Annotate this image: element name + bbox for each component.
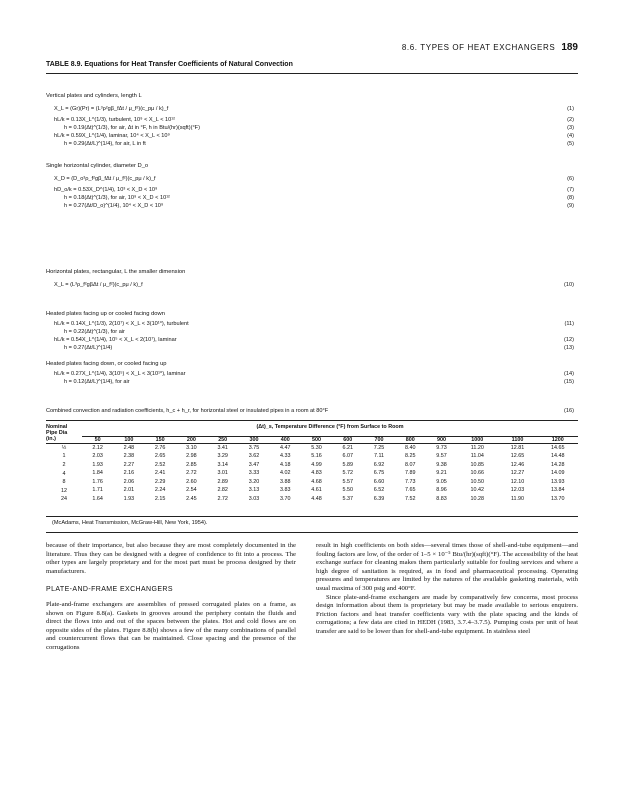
value-cell: 13.93 <box>551 478 565 485</box>
value-cell: 2.98 <box>186 453 197 460</box>
value-cell: 2.38 <box>123 453 135 460</box>
equation-line <box>46 132 578 140</box>
value-cell: 10.50 <box>470 478 485 485</box>
equation-expression: h = 0.22(Δt)^(1/3), for air <box>64 329 125 335</box>
value-cell: 8.25 <box>405 453 416 460</box>
table-row <box>46 486 578 495</box>
equation-expression: h = 0.29(Δt/L)^(1/4), for air, L in ft <box>64 141 146 147</box>
equation-expression: h = 0.12(Δt/L)^(1/4), for air <box>64 379 130 385</box>
value-cell: 9.21 <box>436 470 447 477</box>
equation-line <box>46 124 578 132</box>
pipe-diameter-cell: 2 <box>62 461 66 468</box>
value-cell: 7.89 <box>405 470 416 477</box>
header-inches: (in.) <box>46 436 56 443</box>
column-header: 300 <box>249 436 259 443</box>
pipe-diameter-cell: 1 <box>62 453 66 460</box>
value-cell: 3.10 <box>186 444 197 451</box>
value-cell: 3.14 <box>217 461 228 468</box>
equation-line <box>46 116 578 124</box>
equation-line <box>46 378 578 386</box>
value-cell: 2.03 <box>92 453 103 460</box>
value-cell: 2.16 <box>123 470 135 477</box>
equation-expression: X_D = (D_o³ρ_f²gβ_fΔt / μ_f²)(c_pμ / k)_f <box>54 176 156 182</box>
column-header: 800 <box>405 436 415 443</box>
equation-number: (8) <box>567 195 574 201</box>
value-cell: 6.52 <box>373 487 385 494</box>
equation-number: (15) <box>564 379 574 385</box>
value-cell: 14.65 <box>551 444 565 451</box>
table-row <box>46 461 578 470</box>
right-paragraph-1: result in high coefficients on both sides—several times those of shell-and-tube equipment—and fouling factors are low, of the order of 1–5 × 10⁻⁵ Btu/(hr)(sqft)(°F). The accessibility of the heat exchange surface for cleaning makes them particularly suitable for fouling services and where a high degree of sanitation is required, as in food and pharmaceutical processing. Operating pressures and temperatures are limited by the natures of the available gasketing materials, with usual maxima of 300 psig and 400°F. <box>316 542 578 592</box>
value-cell: 10.85 <box>470 461 485 468</box>
pipe-diameter-cell: 8 <box>62 479 66 486</box>
header-pipe-dia: Pipe Dia <box>46 430 68 436</box>
pipe-diameter-cell: 24 <box>61 496 67 503</box>
running-header <box>402 42 578 53</box>
value-cell: 4.02 <box>279 470 291 477</box>
page-number: 189 <box>561 42 578 53</box>
value-cell: 12.81 <box>510 444 525 451</box>
equation-expression: hL/k = 0.54X_L^(1/4), 10⁵ < X_L < 2(10⁷), laminar <box>54 337 177 343</box>
equation-number: (11) <box>564 321 574 327</box>
right-paragraph-2: Since plate-and-frame exchangers are made by comparatively few concerns, most process design information about them is proprietary but may be made available to serious enquirers. Friction factors and heat transfer coefficients vary with the plate spacing and the kinds of corrugations; a few data are cited in HEDH (1983, 3.7.4–3.7.5). Pumping costs per unit of heat transfer are said to be lower than for shell-and-tube equipment. In stainless steel <box>316 593 578 635</box>
value-cell: 4.33 <box>279 453 291 460</box>
pipe-diameter-cell: 12 <box>61 487 67 494</box>
equation-number: (7) <box>567 187 574 193</box>
value-cell: 3.13 <box>248 487 260 494</box>
column-header: 200 <box>186 436 196 443</box>
value-cell: 12.46 <box>510 461 525 468</box>
value-cell: 1.84 <box>92 470 103 477</box>
equation-number: (4) <box>567 133 574 139</box>
equation-group-title: Single horizontal cylinder, diameter D_o <box>46 163 149 169</box>
value-cell: 1.93 <box>123 496 135 503</box>
value-cell: 1.71 <box>92 487 103 494</box>
value-cell: 7.65 <box>405 487 416 494</box>
value-cell: 7.52 <box>405 496 416 503</box>
pipe-diameter-cell: 4 <box>62 470 66 477</box>
value-cell: 2.54 <box>186 487 197 494</box>
value-cell: 3.88 <box>279 478 291 485</box>
value-cell: 7.11 <box>373 453 385 460</box>
equation-line <box>46 186 578 194</box>
equation-group-title: Vertical plates and cylinders, length L <box>46 93 142 99</box>
value-cell: 3.70 <box>279 496 291 503</box>
value-cell: 6.07 <box>342 453 353 460</box>
value-cell: 9.38 <box>436 461 447 468</box>
value-cell: 2.89 <box>217 478 228 485</box>
value-cell: 3.03 <box>248 496 260 503</box>
value-cell: 10.28 <box>470 496 485 503</box>
equation-expression: hL/k = 0.59X_L^(1/4), laminar, 10⁴ < X_L < 10⁹ <box>54 133 170 139</box>
value-cell: 4.61 <box>311 487 322 494</box>
top-rule <box>46 73 578 74</box>
value-cell: 2.06 <box>123 478 135 485</box>
value-cell: 1.93 <box>92 461 103 468</box>
value-cell: 5.30 <box>311 444 322 451</box>
column-header: 1000 <box>471 436 484 443</box>
table-source: (McAdams, Heat Transmission, McGraw-Hill, New York, 1954). <box>52 520 208 526</box>
equation-line <box>46 344 578 352</box>
value-cell: 8.83 <box>436 496 447 503</box>
equation-number: (6) <box>567 176 574 182</box>
value-cell: 3.75 <box>248 444 260 451</box>
value-cell: 4.99 <box>311 461 322 468</box>
value-cell: 3.20 <box>248 478 260 485</box>
column-header: 700 <box>374 436 384 443</box>
header-nominal: Nominal <box>46 424 68 430</box>
value-cell: 8.96 <box>436 487 447 494</box>
combined-text: Combined convection and radiation coefficients, h_c + h_r, for horizontal steel or insulated pipes in a room at 80°F <box>46 408 329 414</box>
value-cell: 2.15 <box>154 496 166 503</box>
equation-expression: hD_o/k = 0.53X_D^(1/4), 10³ < X_D < 10⁹ <box>54 187 158 193</box>
equation-number: (9) <box>567 203 574 209</box>
column-header: 1100 <box>511 436 524 443</box>
value-cell: 8.07 <box>405 461 416 468</box>
left-paragraph-2: Plate-and-frame exchangers are assemblies of pressed corrugated plates on a frame, as shown on Figure 8.8(a). Gaskets in grooves around the periphery contain the fluids and direct the flows into and out of the spaces between the plates. Hot and cold flows are on opposite sides of the plates. Figure 8.8(b) shows a few of the many combinations of parallel and countercurrent flows that can be maintained. Close spacing and the presence of the corrugations <box>46 600 296 651</box>
value-cell: 9.05 <box>436 478 447 485</box>
table-bottom-rule <box>46 516 578 517</box>
equation-expression: hL/k = 0.14X_L^(1/3), 2(10⁷) < X_L < 3(10¹⁰), turbulent <box>54 321 189 327</box>
value-cell: 12.10 <box>510 478 525 485</box>
value-cell: 5.16 <box>311 453 322 460</box>
value-cell: 10.66 <box>470 470 485 477</box>
table-row <box>46 443 578 452</box>
value-cell: 6.92 <box>373 461 385 468</box>
equation-expression: hL/k = 0.27X_L^(1/4), 3(10⁵) < X_L < 3(10¹⁰), laminar <box>54 371 186 377</box>
left-column <box>46 542 296 653</box>
value-cell: 2.45 <box>186 496 197 503</box>
equation-expression: X_L = (L³ρ_f²gβΔt / μ_f²)(c_pμ / k)_f <box>54 282 143 288</box>
value-cell: 9.57 <box>436 453 447 460</box>
value-cell: 7.73 <box>405 478 416 485</box>
value-cell: 11.20 <box>470 444 484 451</box>
value-cell: 3.62 <box>248 453 260 460</box>
value-cell: 2.60 <box>186 478 197 485</box>
value-cell: 5.72 <box>342 470 353 477</box>
equation-line <box>46 102 578 116</box>
value-cell: 2.29 <box>154 478 166 485</box>
table-row <box>46 495 578 504</box>
value-cell: 5.37 <box>342 496 353 503</box>
value-cell: 2.27 <box>123 461 135 468</box>
column-header: 900 <box>437 436 447 443</box>
value-cell: 2.72 <box>186 470 197 477</box>
equation-number: (14) <box>564 371 574 377</box>
column-header: 1200 <box>551 436 564 443</box>
column-header: 500 <box>311 436 321 443</box>
equation-number: (16) <box>564 408 574 414</box>
coefficient-table <box>46 424 578 504</box>
value-cell: 13.84 <box>551 487 565 494</box>
value-cell: 6.39 <box>373 496 385 503</box>
value-cell: 2.12 <box>92 444 103 451</box>
value-cell: 13.70 <box>551 496 565 503</box>
equation-number: (12) <box>564 337 574 343</box>
equation-line <box>46 194 578 202</box>
value-cell: 2.82 <box>217 487 228 494</box>
equation-group <box>46 268 578 292</box>
equation-number: (1) <box>567 106 574 112</box>
equation-line <box>46 336 578 344</box>
value-cell: 11.04 <box>470 453 484 460</box>
equation-expression: h = 0.27(Δt/D_o)^(1/4), 10⁴ < X_D < 10⁹ <box>64 203 164 209</box>
value-cell: 3.83 <box>279 487 291 494</box>
section-heading: PLATE-AND-FRAME EXCHANGERS <box>46 586 173 594</box>
equation-line <box>46 370 578 378</box>
equation-expression: hL/k = 0.13X_L^(1/3), turbulent, 10⁹ < X_L < 10¹² <box>54 117 175 123</box>
equation-group-title: Heated plates facing up or cooled facing down <box>46 311 165 317</box>
value-cell: 14.48 <box>551 453 565 460</box>
equation-number: (3) <box>567 125 574 131</box>
value-cell: 3.33 <box>248 470 260 477</box>
equation-expression: h = 0.27(Δt/L)^(1/4) <box>64 345 113 351</box>
value-cell: 11.90 <box>510 496 525 503</box>
equation-group <box>46 162 578 210</box>
value-cell: 6.21 <box>342 444 353 451</box>
column-header: 50 <box>94 436 101 443</box>
value-cell: 5.89 <box>342 461 353 468</box>
value-cell: 1.64 <box>92 496 103 503</box>
equation-line <box>46 278 578 292</box>
equation-line <box>46 140 578 148</box>
table-end-rule <box>46 532 578 533</box>
table-row <box>46 452 578 461</box>
equation-number: (2) <box>567 117 574 123</box>
pipe-diameter-cell: ½ <box>61 444 67 451</box>
value-cell: 7.25 <box>373 444 385 451</box>
equation-group-title: Horizontal plates, rectangular, L the smaller dimension <box>46 269 186 275</box>
table-title: TABLE 8.9. Equations for Heat Transfer Coefficients of Natural Convection <box>46 61 293 68</box>
table-row <box>46 478 578 487</box>
equation-line <box>46 172 578 186</box>
column-header: 100 <box>124 436 134 443</box>
value-cell: 4.48 <box>311 496 322 503</box>
equation-number: (5) <box>567 141 574 147</box>
equation-group <box>46 92 578 148</box>
header-span: (Δt)_s, Temperature Difference (°F) from Surface to Room <box>256 424 404 430</box>
value-cell: 2.52 <box>154 461 166 468</box>
column-header: 400 <box>280 436 290 443</box>
equation-number: (10) <box>564 282 574 288</box>
equation-number: (13) <box>564 345 574 351</box>
equation-expression: h = 0.19(Δt)^(1/3), for air, Δt in °F, h in Btu/(hr)(sqft)(°F) <box>64 125 200 131</box>
equation-line <box>46 202 578 210</box>
value-cell: 9.73 <box>436 444 447 451</box>
equation-line <box>46 328 578 336</box>
section-title: 8.6. TYPES OF HEAT EXCHANGERS <box>401 43 556 52</box>
value-cell: 2.76 <box>154 444 166 451</box>
value-cell: 4.68 <box>311 478 322 485</box>
value-cell: 2.85 <box>186 461 197 468</box>
value-cell: 4.83 <box>311 470 322 477</box>
value-cell: 8.40 <box>405 444 416 451</box>
value-cell: 4.47 <box>279 444 291 451</box>
equation-expression: X_L = (Gr)(Pr) = (L³ρ²gβ_fΔt / μ_f²)(c_pμ / k)_f <box>54 106 169 112</box>
value-cell: 12.03 <box>510 487 525 494</box>
table-top-rule <box>46 420 578 421</box>
table-row <box>46 469 578 478</box>
left-paragraph-1: because of their importance, but also because they are most completely documented in the literature. Thus they can be designed with a degree of confidence to fit into a process. The other types are largely proprietary and for the most part must be process designed by their manufacturers. <box>46 542 296 575</box>
value-cell: 2.24 <box>154 487 166 494</box>
value-cell: 12.65 <box>510 453 525 460</box>
value-cell: 2.72 <box>217 496 228 503</box>
column-header: 150 <box>155 436 165 443</box>
value-cell: 2.01 <box>123 487 135 494</box>
value-cell: 3.29 <box>217 453 228 460</box>
value-cell: 2.65 <box>154 453 166 460</box>
value-cell: 14.28 <box>551 461 565 468</box>
value-cell: 6.60 <box>373 478 385 485</box>
equation-group <box>46 360 578 386</box>
value-cell: 12.27 <box>510 470 525 477</box>
value-cell: 5.57 <box>342 478 353 485</box>
value-cell: 1.76 <box>92 478 103 485</box>
value-cell: 3.47 <box>248 461 260 468</box>
equation-line <box>46 320 578 328</box>
column-header: 600 <box>343 436 353 443</box>
value-cell: 10.42 <box>470 487 485 494</box>
value-cell: 14.09 <box>551 470 565 477</box>
equation-expression: h = 0.18(Δt)^(1/3), for air, 10⁹ < X_D < 10¹² <box>64 195 170 201</box>
value-cell: 3.01 <box>217 470 228 477</box>
value-cell: 3.41 <box>217 444 228 451</box>
value-cell: 6.75 <box>373 470 385 477</box>
right-column <box>316 542 578 637</box>
value-cell: 2.48 <box>123 444 135 451</box>
equation-group <box>46 310 578 352</box>
value-cell: 2.41 <box>154 470 166 477</box>
column-header: 250 <box>218 436 228 443</box>
equation-group-title: Heated plates facing down, or cooled facing up <box>46 361 167 367</box>
value-cell: 5.50 <box>342 487 353 494</box>
combined-line <box>46 407 578 415</box>
value-cell: 4.18 <box>279 461 291 468</box>
